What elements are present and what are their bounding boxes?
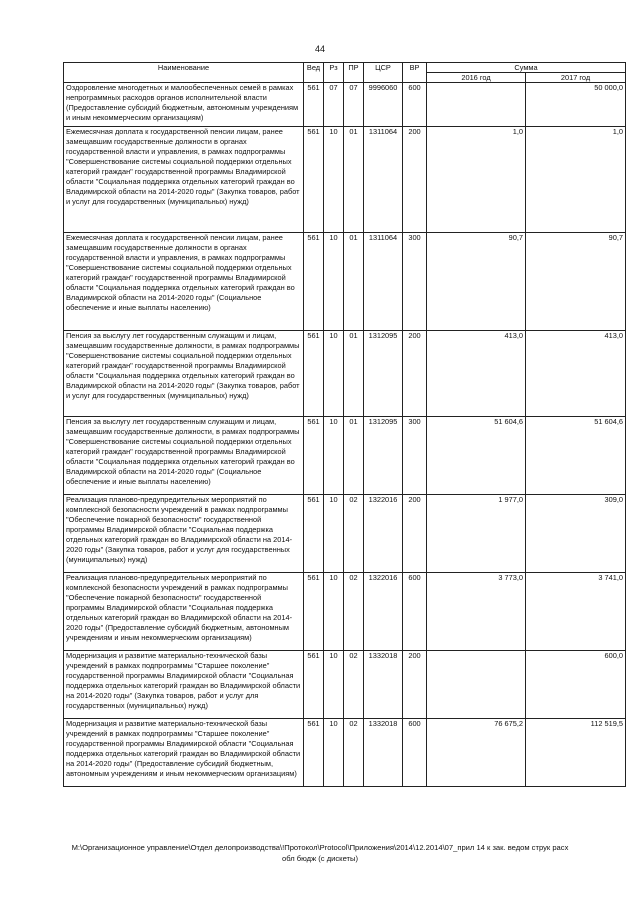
row-sum-2016: 413,0 bbox=[427, 331, 526, 417]
row-csr: 1312095 bbox=[364, 417, 403, 495]
row-csr: 1311064 bbox=[364, 233, 403, 331]
row-csr: 9996060 bbox=[364, 83, 403, 127]
table-row bbox=[64, 573, 626, 651]
row-csr: 1332018 bbox=[364, 651, 403, 719]
row-rz: 07 bbox=[324, 83, 344, 127]
row-rz: 10 bbox=[324, 719, 344, 787]
row-name: Модернизация и развитие материально-технической базы учреждений в рамках подпрограммы "Старшее поколение" государственной программы Владимирской области "Социальная поддержка отдельных категорий граждан во Владимирской области на 2014-2020 годы" (Закупка товаров, работ и услуг для государственных (муниципальных) нужд) bbox=[64, 651, 304, 719]
table-row bbox=[64, 331, 626, 417]
row-name: Реализация планово-предупредительных мероприятий по комплексной безопасности учреждений в рамках подпрограммы "Обеспечение пожарной безопасности" государственной программы Владимирской области "Социальная поддержка отдельных категорий граждан во Владимирской области на 2014-2020 годы" (Предоставление субсидий бюджетным, автономным учреждениям и иным некоммерческим организациям) bbox=[64, 573, 304, 651]
row-rz: 10 bbox=[324, 417, 344, 495]
row-ved: 561 bbox=[304, 331, 324, 417]
footer-path-line2: обл бюдж (с дискеты) bbox=[281, 854, 359, 863]
row-sum-2017: 51 604,6 bbox=[526, 417, 626, 495]
row-name: Пенсия за выслугу лет государственным служащим и лицам, замещавшим государственные должности, в рамках подпрограммы "Совершенствование системы социальной поддержки отдельных категорий граждан" государственной программы Владимирской области "Социальная поддержка отдельных категорий граждан во Владимирской области на 2014-2020 годы" (Социальное обеспечение и иные выплаты населению) bbox=[64, 417, 304, 495]
row-ved: 561 bbox=[304, 127, 324, 233]
row-ved: 561 bbox=[304, 573, 324, 651]
row-sum-2017: 1,0 bbox=[526, 127, 626, 233]
row-vr: 300 bbox=[403, 417, 427, 495]
budget-table bbox=[63, 62, 626, 787]
row-name: Модернизация и развитие материально-технической базы учреждений в рамках подпрограммы "Старшее поколение" государственной программы Владимирской области "Социальная поддержка отдельных категорий граждан во Владимирской области на 2014-2020 годы" (Предоставление субсидий бюджетным, автономным учреждениям и иным некоммерческим организациям) bbox=[64, 719, 304, 787]
table-row bbox=[64, 417, 626, 495]
row-pr: 01 bbox=[344, 331, 364, 417]
row-rz: 10 bbox=[324, 127, 344, 233]
row-pr: 02 bbox=[344, 719, 364, 787]
row-sum-2017: 112 519,5 bbox=[526, 719, 626, 787]
row-sum-2017: 90,7 bbox=[526, 233, 626, 331]
row-name: Реализация планово-предупредительных мероприятий по комплексной безопасности учреждений в рамках подпрограммы "Обеспечение пожарной безопасности" государственной программы Владимирской области "Социальная поддержка отдельных категорий граждан во Владимирской области на 2014-2020 годы" (Закупка товаров, работ и услуг для государственных (муниципальных) нужд) bbox=[64, 495, 304, 573]
header-name: Наименование bbox=[64, 63, 304, 83]
header-vr: ВР bbox=[403, 63, 427, 83]
row-name: Пенсия за выслугу лет государственным служащим и лицам, замещавшим государственные должности, в рамках подпрограммы "Совершенствование системы социальной поддержки отдельных категорий граждан" государственной программы Владимирской области "Социальная поддержка отдельных категорий граждан во Владимирской области на 2014-2020 годы" (Закупка товаров, работ и услуг для государственных (муниципальных) нужд) bbox=[64, 331, 304, 417]
row-ved: 561 bbox=[304, 495, 324, 573]
row-rz: 10 bbox=[324, 651, 344, 719]
row-name: Ежемесячная доплата к государственной пенсии лицам, ранее замещавшим государственные должности в органах государственной власти и управления, в рамках подпрограммы "Совершенствование системы социальной поддержки отдельных категорий граждан" государственной программы Владимирской области "Социальная поддержка отдельных категорий граждан во Владимирской области на 2014-2020 годы" (Закупка товаров, работ и услуг для государственных (муниципальных) нужд) bbox=[64, 127, 304, 233]
row-vr: 600 bbox=[403, 719, 427, 787]
header-csr: ЦСР bbox=[364, 63, 403, 83]
row-csr: 1322016 bbox=[364, 573, 403, 651]
row-sum-2017: 413,0 bbox=[526, 331, 626, 417]
header-year-2016: 2016 год bbox=[427, 73, 526, 83]
row-pr: 07 bbox=[344, 83, 364, 127]
row-csr: 1312095 bbox=[364, 331, 403, 417]
header-rz: Рз bbox=[324, 63, 344, 83]
row-vr: 600 bbox=[403, 83, 427, 127]
footer-path-line1: M:\Организационное управление\Отдел делопроизводства\!Протокол\Protocol\Приложения\2014\12.2014\07_прил 14 к зак. ведом струк расх bbox=[71, 843, 569, 852]
row-csr: 1311064 bbox=[364, 127, 403, 233]
row-vr: 200 bbox=[403, 495, 427, 573]
header-ved: Вед bbox=[304, 63, 324, 83]
row-vr: 300 bbox=[403, 233, 427, 331]
row-pr: 01 bbox=[344, 417, 364, 495]
row-rz: 10 bbox=[324, 573, 344, 651]
row-sum-2016 bbox=[427, 83, 526, 127]
table-row bbox=[64, 719, 626, 787]
header-sum: Сумма bbox=[427, 63, 626, 73]
page-number: 44 bbox=[314, 44, 325, 54]
row-name: Оздоровление многодетных и малообеспеченных семей в рамках непрограммных расходов органов исполнительной власти (Предоставление субсидий бюджетным, автономным учреждениям и иным некоммерческим организациям) bbox=[64, 83, 304, 127]
row-name: Ежемесячная доплата к государственной пенсии лицам, ранее замещавшим государственные должности в органах государственной власти и управления, в рамках подпрограммы "Совершенствование системы социальной поддержки отдельных категорий граждан" государственной программы Владимирской области "Социальная поддержка отдельных категорий граждан во Владимирской области на 2014-2020 годы" (Социальное обеспечение и иные выплаты населению) bbox=[64, 233, 304, 331]
table-row bbox=[64, 127, 626, 233]
row-pr: 01 bbox=[344, 233, 364, 331]
table-row bbox=[64, 495, 626, 573]
table-row bbox=[64, 233, 626, 331]
table-row bbox=[64, 651, 626, 719]
row-csr: 1332018 bbox=[364, 719, 403, 787]
row-sum-2016 bbox=[427, 651, 526, 719]
header-pr: ПР bbox=[344, 63, 364, 83]
row-pr: 02 bbox=[344, 495, 364, 573]
file-path-footer bbox=[40, 842, 600, 864]
row-pr: 01 bbox=[344, 127, 364, 233]
header-year-2017: 2017 год bbox=[526, 73, 626, 83]
row-vr: 600 bbox=[403, 573, 427, 651]
row-sum-2016: 3 773,0 bbox=[427, 573, 526, 651]
table-row bbox=[64, 83, 626, 127]
row-sum-2016: 90,7 bbox=[427, 233, 526, 331]
row-ved: 561 bbox=[304, 417, 324, 495]
row-ved: 561 bbox=[304, 83, 324, 127]
row-sum-2017: 50 000,0 bbox=[526, 83, 626, 127]
row-rz: 10 bbox=[324, 331, 344, 417]
row-vr: 200 bbox=[403, 331, 427, 417]
row-csr: 1322016 bbox=[364, 495, 403, 573]
row-ved: 561 bbox=[304, 651, 324, 719]
row-ved: 561 bbox=[304, 233, 324, 331]
row-sum-2017: 3 741,0 bbox=[526, 573, 626, 651]
row-sum-2016: 76 675,2 bbox=[427, 719, 526, 787]
row-vr: 200 bbox=[403, 127, 427, 233]
row-pr: 02 bbox=[344, 651, 364, 719]
row-vr: 200 bbox=[403, 651, 427, 719]
row-sum-2016: 1 977,0 bbox=[427, 495, 526, 573]
row-sum-2016: 51 604,6 bbox=[427, 417, 526, 495]
row-pr: 02 bbox=[344, 573, 364, 651]
row-rz: 10 bbox=[324, 233, 344, 331]
row-sum-2017: 600,0 bbox=[526, 651, 626, 719]
row-sum-2017: 309,0 bbox=[526, 495, 626, 573]
row-rz: 10 bbox=[324, 495, 344, 573]
row-ved: 561 bbox=[304, 719, 324, 787]
row-sum-2016: 1,0 bbox=[427, 127, 526, 233]
